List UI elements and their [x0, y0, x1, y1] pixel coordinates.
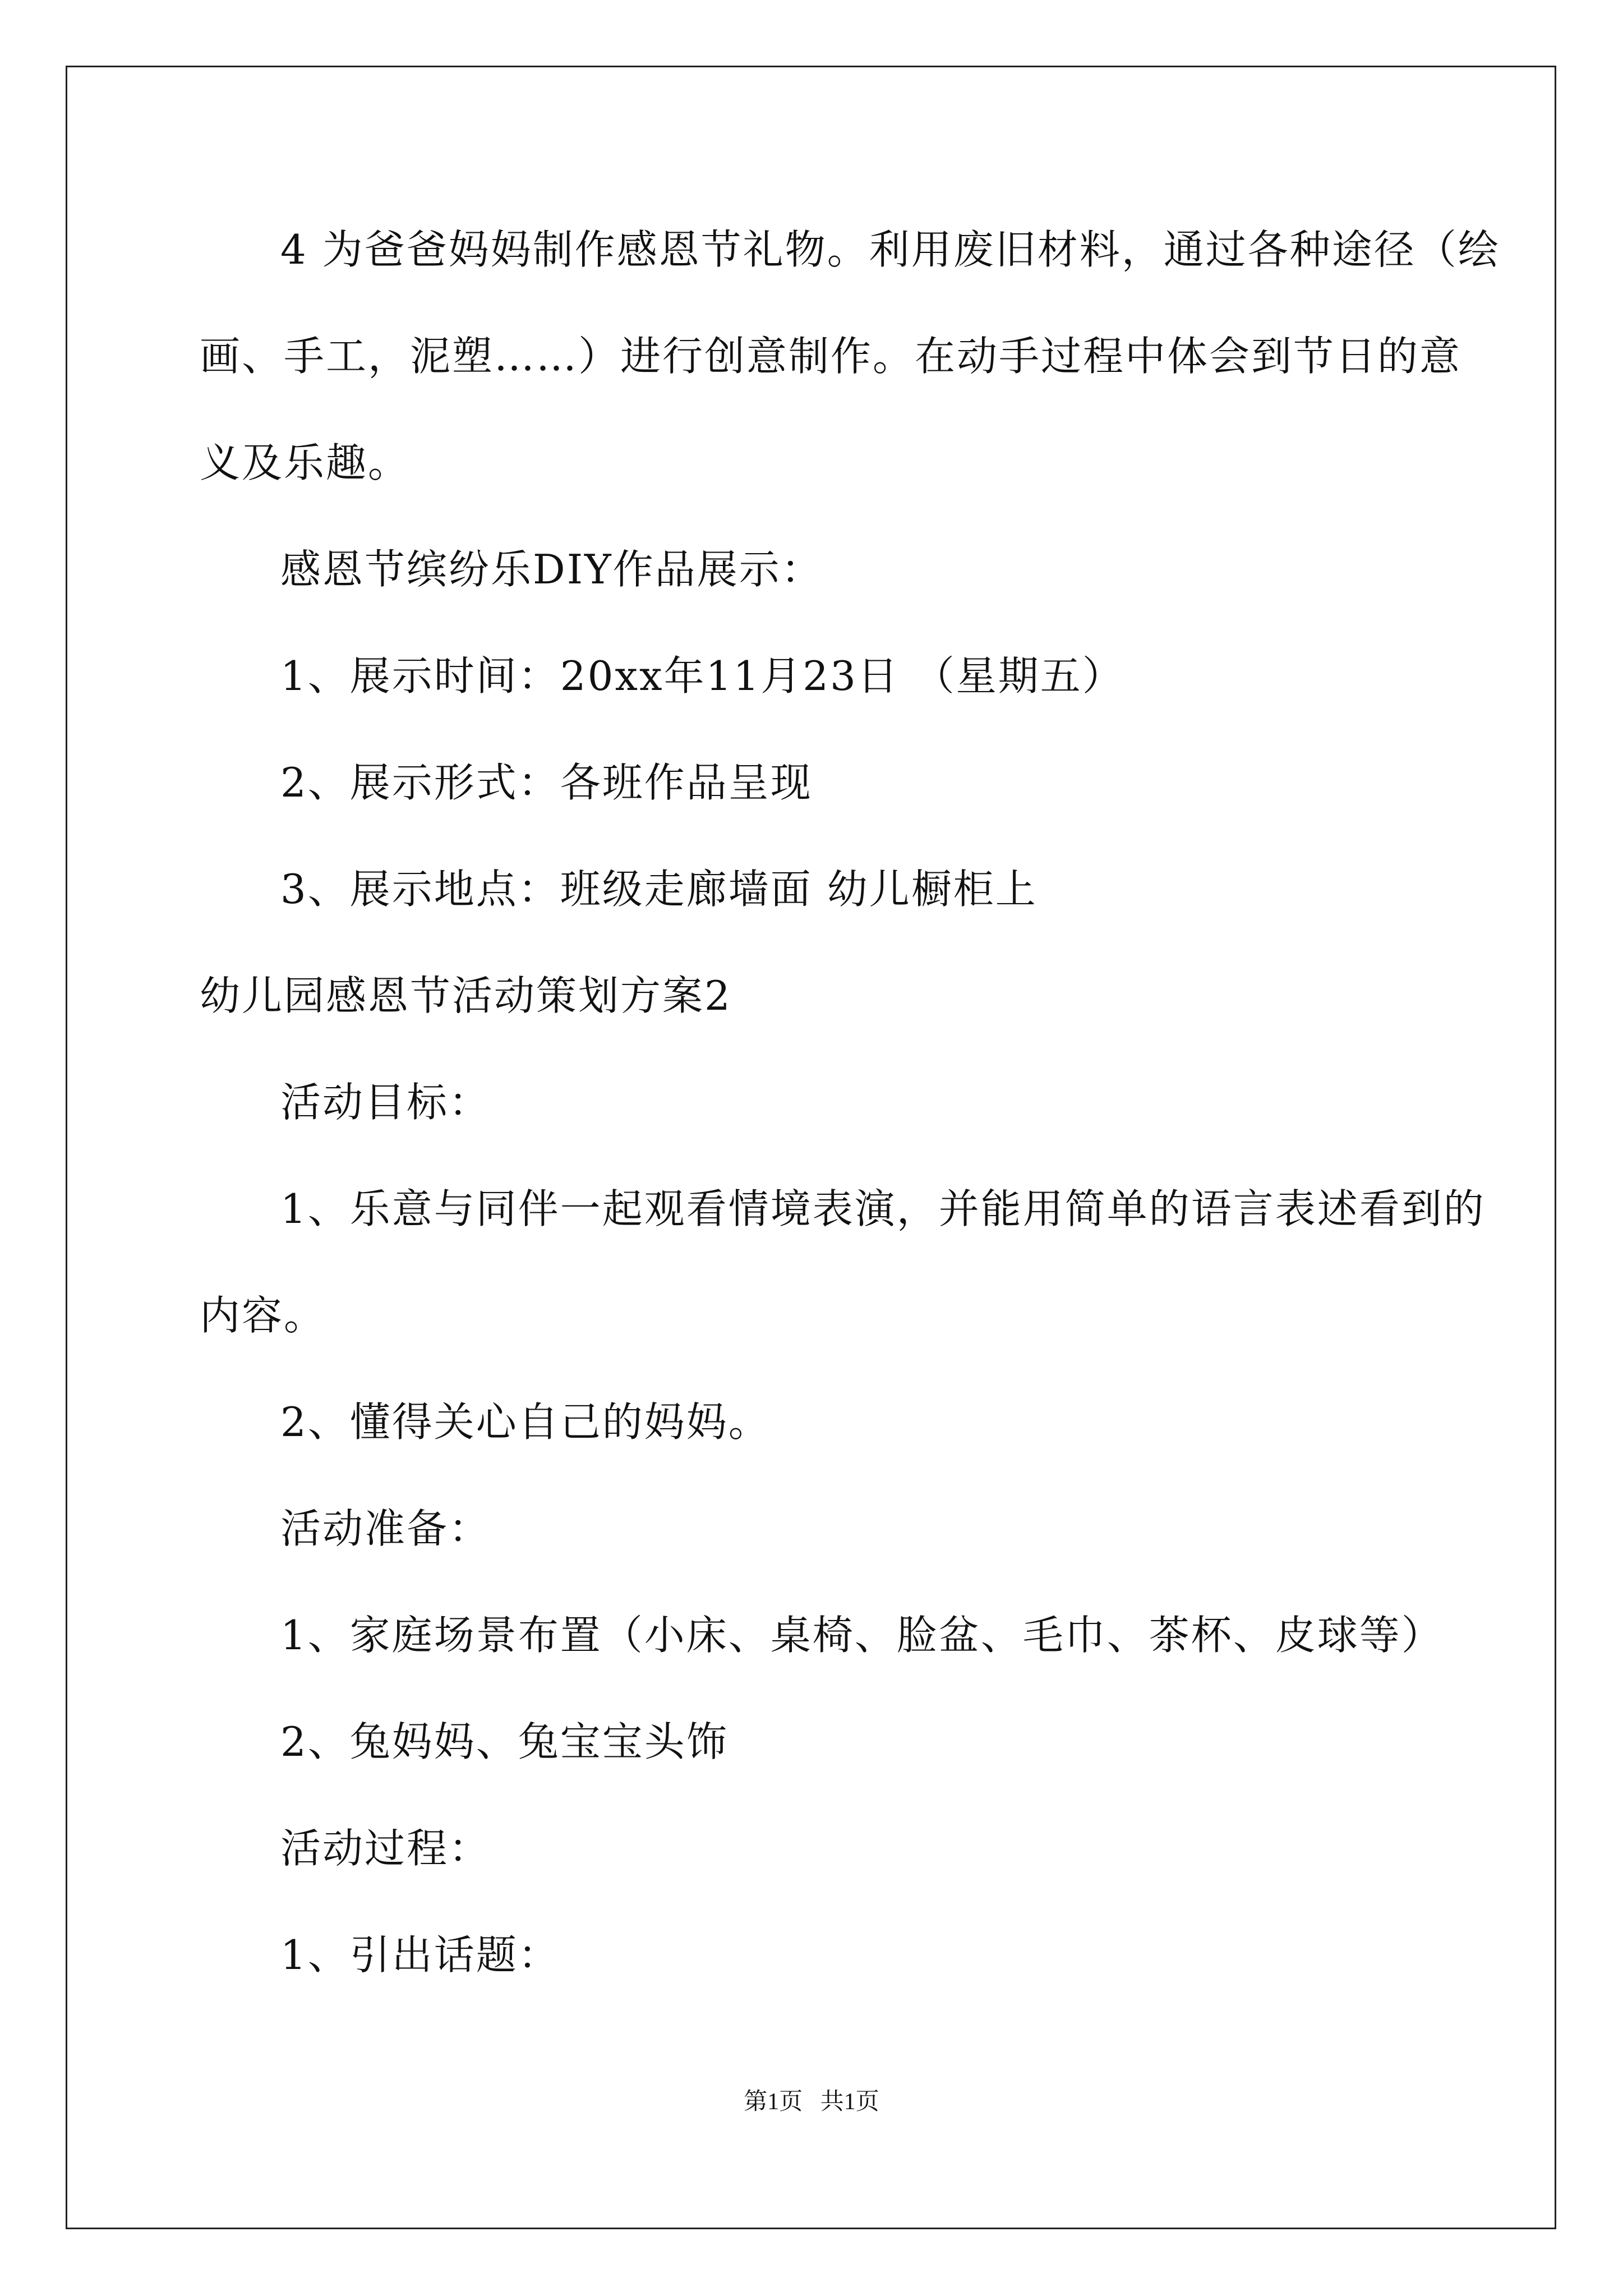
goal-2: 2、懂得关心自己的妈妈。 — [280, 1398, 771, 1446]
section-title-plan-2: 幼儿园感恩节活动策划方案2 — [200, 972, 732, 1019]
process-heading: 活动过程： — [280, 1825, 491, 1872]
exhibition-location: 3、展示地点：班级走廊墙面 幼儿橱柜上 — [280, 866, 1038, 913]
preparation-heading: 活动准备： — [280, 1505, 491, 1552]
goal-1-line-1: 1、乐意与同伴一起观看情境表演，并能用简单的语言表述看到的 — [280, 1185, 1486, 1232]
goals-heading: 活动目标： — [280, 1079, 491, 1126]
process-step-1: 1、引出话题： — [280, 1931, 560, 1978]
paragraph-gift-making-line-3: 义及乐趣。 — [200, 439, 411, 486]
paragraph-gift-making-line-2: 画、手工，泥塑……）进行创意制作。在动手过程中体会到节日的意 — [200, 333, 1462, 380]
exhibition-time: 1、展示时间：20xx年11月23日 （星期五） — [280, 652, 1124, 700]
exhibition-heading: 感恩节缤纷乐DIY作品展示： — [280, 546, 823, 593]
goal-1-line-2: 内容。 — [200, 1292, 326, 1339]
page-footer: 第1页 共1页 — [744, 2089, 879, 2115]
paragraph-gift-making-line-1: 4 为爸爸妈妈制作感恩节礼物。利用废旧材料，通过各种途径（绘 — [280, 226, 1500, 273]
exhibition-form: 2、展示形式：各班作品呈现 — [280, 759, 813, 806]
preparation-2: 2、兔妈妈、兔宝宝头饰 — [280, 1718, 728, 1765]
preparation-1: 1、家庭场景布置（小床、桌椅、脸盆、毛巾、茶杯、皮球等） — [280, 1612, 1444, 1659]
page-frame — [66, 66, 1556, 2229]
